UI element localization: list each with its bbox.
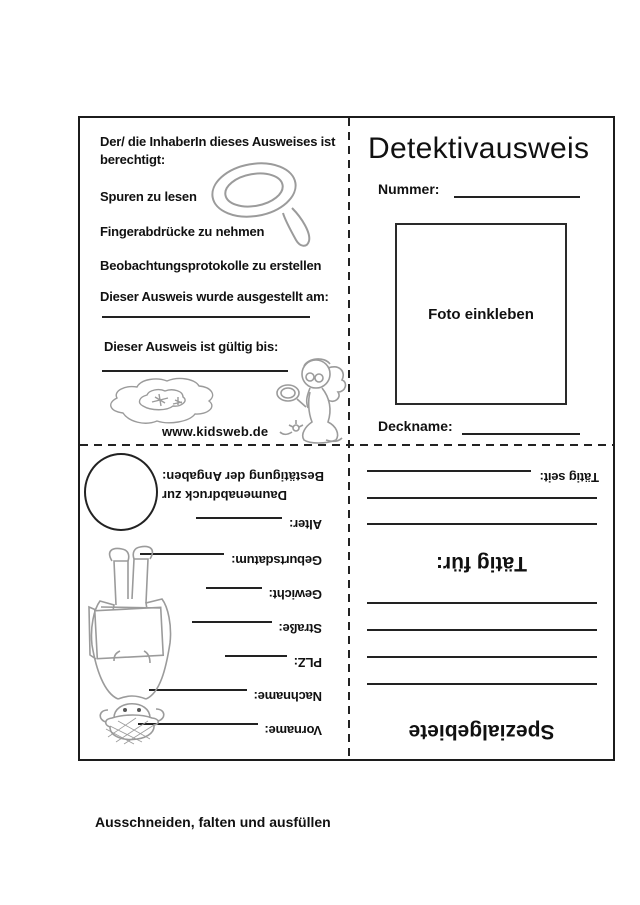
field-label: Geburtsdatum:	[231, 553, 322, 568]
field-line	[196, 517, 282, 533]
field-line	[206, 587, 262, 603]
field-label: Nachname:	[253, 689, 322, 704]
permission-item: Fingerabdrücke zu nehmen	[100, 224, 265, 239]
permission-item: Beobachtungsprotokolle zu erstellen	[100, 258, 322, 273]
number-line	[454, 182, 580, 198]
instructions-note: Ausschneiden, falten und ausfüllen	[95, 814, 331, 830]
field-label: PLZ:	[293, 655, 322, 670]
field-line	[225, 655, 287, 671]
field-row	[196, 517, 322, 533]
field-label: Vorname:	[264, 723, 322, 738]
codename-label: Deckname:	[378, 418, 453, 434]
horizontal-fold-line	[80, 444, 613, 446]
field-label: Alter:	[289, 517, 322, 532]
specialty-line	[367, 602, 597, 604]
detective-girl-illustration	[266, 350, 348, 444]
intro-line-1: Der/ die InhaberIn dieses Ausweises ist	[100, 134, 336, 149]
quadrant-card-front	[350, 118, 613, 444]
active-for-label: Tätig für:	[436, 552, 527, 575]
specialties-flipped-content	[350, 446, 613, 759]
number-label: Nummer:	[378, 181, 440, 197]
active-for-line	[367, 497, 597, 499]
specialties-title: Spezialgebiete	[408, 720, 555, 743]
field-row	[225, 655, 322, 671]
specialty-line	[367, 683, 597, 685]
detective-id-card	[78, 116, 615, 761]
card-title: Detektivausweis	[368, 132, 590, 165]
intro-line-2: berechtigt:	[100, 152, 165, 167]
quadrant-specialties	[350, 446, 613, 759]
quadrant-personal-data	[80, 446, 348, 759]
puddle-footprint-illustration	[105, 373, 227, 431]
detective-boy-illustration	[82, 537, 180, 755]
issued-label: Dieser Ausweis wurde ausgestellt am:	[100, 289, 329, 304]
active-for-line	[367, 523, 597, 525]
thumbprint-caption	[162, 467, 324, 505]
website-credit: www.kidsweb.de	[162, 424, 269, 439]
valid-label: Dieser Ausweis ist gültig bis:	[104, 339, 279, 354]
field-label: Gewicht:	[268, 587, 322, 602]
vertical-fold-line	[348, 118, 350, 759]
field-row	[206, 587, 322, 603]
photo-placeholder: Foto einkleben	[428, 305, 534, 323]
permission-item: Spuren zu lesen	[100, 189, 197, 204]
specialty-line	[367, 629, 597, 631]
field-label: Straße:	[278, 621, 322, 636]
thumbprint-caption-line2: Bestätigung der Angaben:	[162, 469, 325, 484]
personal-data-flipped-content	[80, 446, 348, 759]
specialty-line	[367, 656, 597, 658]
issued-date-line	[102, 302, 310, 318]
thumbprint-caption-line1: Daumenabdruck zur	[162, 488, 287, 503]
active-since-line	[367, 470, 531, 485]
valid-date-line	[102, 356, 288, 372]
thumbprint-circle	[84, 453, 158, 531]
codename-line	[462, 419, 580, 435]
field-row	[192, 621, 322, 637]
photo-box	[395, 223, 567, 405]
active-since-label: Tätig seit:	[539, 470, 599, 485]
field-line	[192, 621, 272, 637]
quadrant-permissions	[80, 118, 348, 444]
